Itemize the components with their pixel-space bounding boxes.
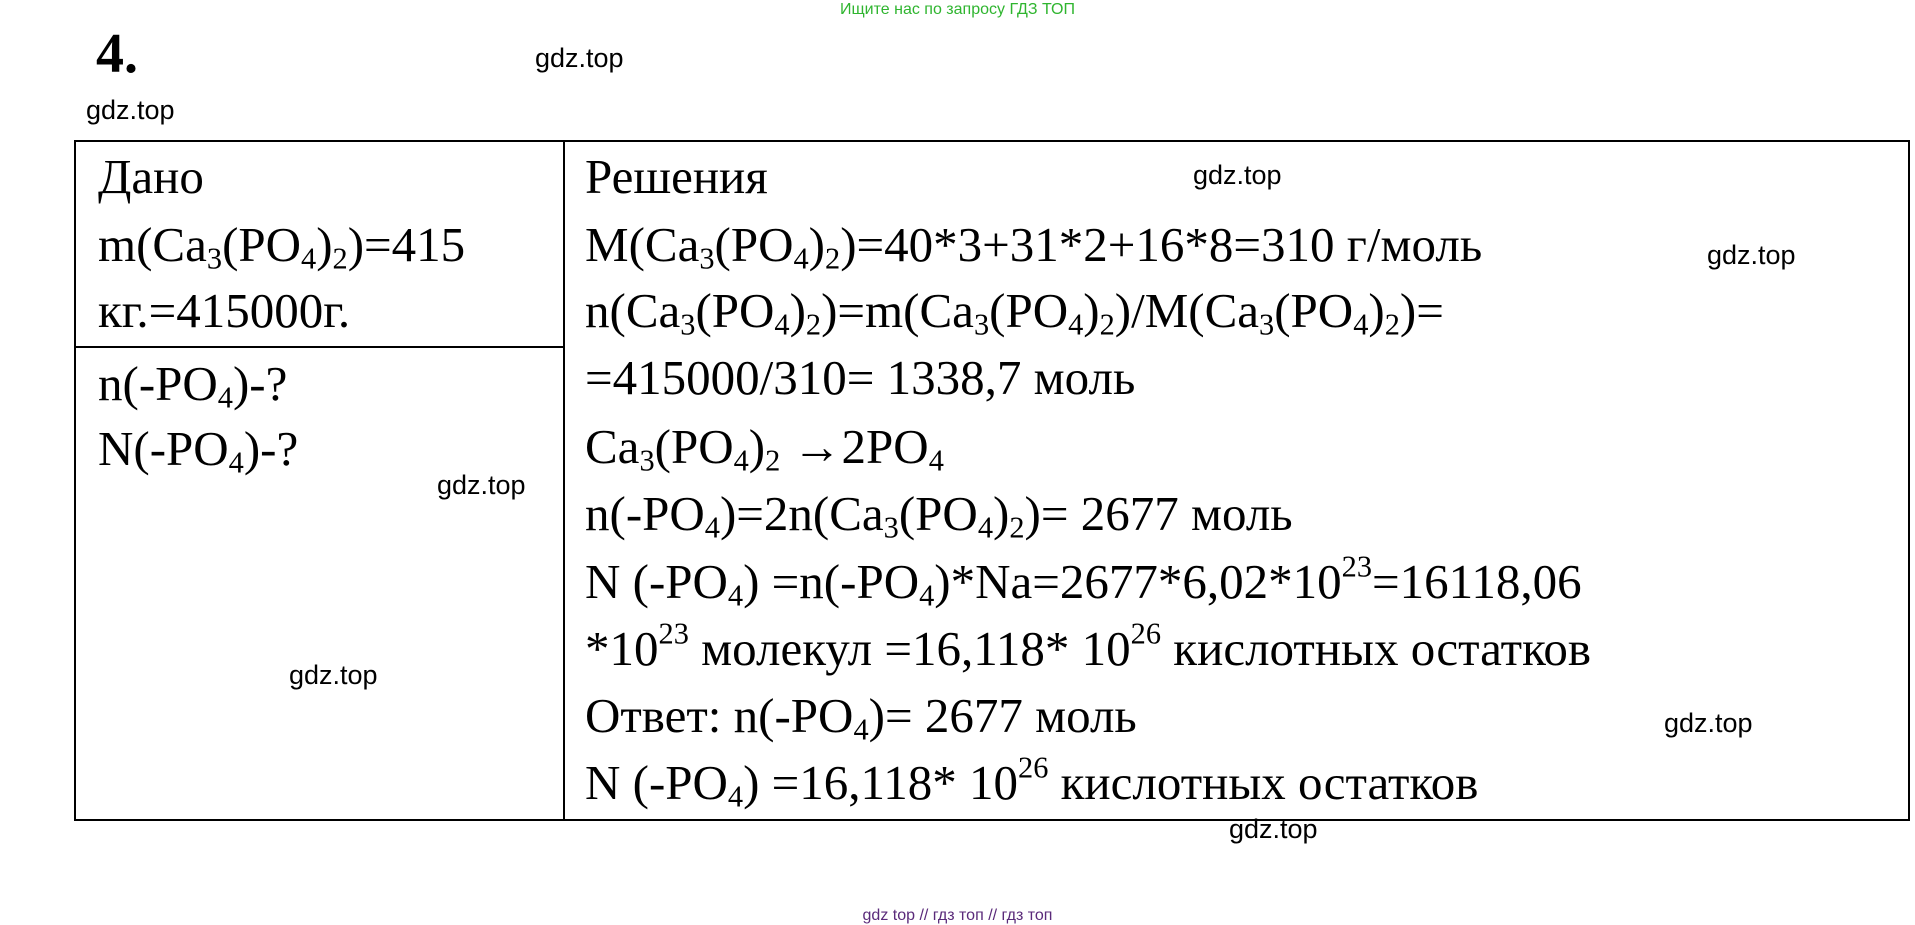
solution-line-6: N $(-PO_4) =n(-PO_4)*Na=2677*6,02*10^{23}=16118,06$ xyxy=(585,549,1582,613)
task-number: 4. xyxy=(96,23,138,85)
watermark: gdz.top xyxy=(437,470,526,500)
find-N: $N(-PO_4)-$? xyxy=(98,421,299,480)
given-heading: Дано xyxy=(98,149,204,204)
solution-heading: Решения xyxy=(585,149,768,204)
watermark: gdz.top xyxy=(1193,160,1282,190)
watermark: gdz.top xyxy=(289,660,378,690)
solution-line-1: $M(Ca_3(PO_4)_2)=40*3+31*2+16*8=310$ г/моль xyxy=(585,217,1483,276)
find-n: $n(-PO_4)-$? xyxy=(98,356,288,415)
given-mass-line-1: $m(Ca_3(PO_4)_2)=415$ xyxy=(98,217,466,276)
watermark: gdz.top xyxy=(86,95,175,125)
footer-links[interactable]: gdz top // гдз топ // гдз топ xyxy=(862,907,1053,924)
solution-line-5: $n(-PO_4)=2n(Ca_3(PO_4)_2)= 2677$ моль xyxy=(585,486,1293,545)
solution-line-3: =415000/310= 1338,7 моль xyxy=(585,350,1136,405)
watermark: gdz.top xyxy=(1707,240,1796,270)
answer-line-2: N $(-PO_4) =16,118*$ $10^{26}$ кислотных остатков xyxy=(585,750,1479,814)
watermark: gdz.top xyxy=(535,43,624,73)
solution-line-4: $Ca_3(PO_4)_2 \to 2PO_4$ xyxy=(585,419,944,478)
given-mass-line-2: кг.=415000г. xyxy=(98,283,351,338)
answer-line-1: Ответ: $n(-PO_4)= 2677$ моль xyxy=(585,688,1137,747)
column-divider xyxy=(563,140,565,821)
given-divider xyxy=(74,346,564,348)
solution-line-7: $*10^{23}$ молекул =16,118* $10^{26}$ кислотных остатков xyxy=(585,616,1592,676)
watermark: gdz.top xyxy=(1229,814,1318,844)
solution-line-2: $n(Ca_3(PO_4)_2)=m(Ca_3(PO_4)_2)/M(Ca_3(PO_4)_2)=$ xyxy=(585,283,1444,342)
watermark: gdz.top xyxy=(1664,708,1753,738)
search-banner[interactable]: Ищите нас по запросу ГДЗ ТОП xyxy=(840,1,1075,18)
